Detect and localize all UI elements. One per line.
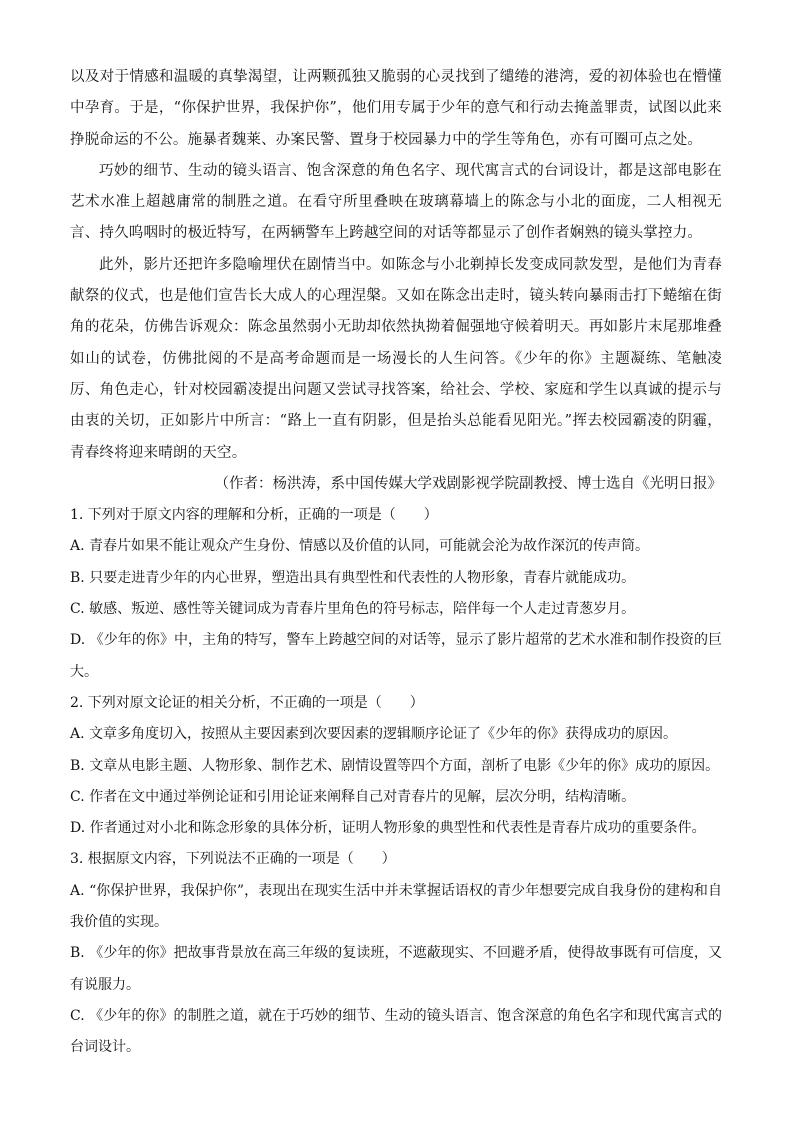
author-note: （作者：杨洪涛，系中国传媒大学戏剧影视学院副教授、博士选自《光明日报》 (214, 475, 722, 492)
option-d: D. 作者通过对小北和陈念形象的具体分析，证明人物形象的典型性和代表性是青春片成功的重要条件。 (70, 820, 706, 837)
article-paragraph-3: 此外，影片还把许多隐喻埋伏在剧情当中。如陈念与小北剃掉长发变成同款发型，是他们为青春献祭的仪式，也是他们宣告长大成人的心理涅槃。又如在陈念出走时，镜头转向暴雨击打下蜷缩在街角的花朵，仿佛告诉观众：陈念虽然弱小无助却依然执拗着倔强地守候着明天。再如影片末尾那堆叠如山的试卷，仿佛批阅的不是高考命题而是一场漫长的人生问答。《少年的你》主题凝练、笔触凌厉、角色走心，针对校园霸凌提出问题又尝试寻找答案，给社会、学校、家庭和学生以真诚的提示与由衷的关切，正如影片中所言：“路上一直有阴影，但是抬头总能看见阳光。”挥去校园霸凌的阴霾，青春终将迎来晴朗的天空。 (70, 256, 722, 461)
article-paragraph-2: 巧妙的细节、生动的镜头语言、饱含深意的角色名字、现代寓言式的台词设计，都是这部电影在艺术水准上超越庸常的制胜之道。在看守所里叠映在玻璃幕墙上的陈念与小北的面庞，二人相视无言、持久呜咽时的极近特写，在两辆警车上跨越空间的对话等都显示了创作者娴熟的镜头掌控力。 (70, 162, 722, 242)
option-a: A. “你保护世界，我保护你”，表现出在现实生活中并未掌握话语权的青少年想要完成自我身份的建构和自我价值的实现。 (70, 882, 722, 931)
option-b: B. 文章从电影主题、人物形象、制作艺术、剧情设置等四个方面，剖析了电影《少年的你》成功的原因。 (70, 757, 720, 774)
document-page (70, 62, 722, 1064)
question-1 (70, 500, 722, 688)
option-c: C. 《少年的你》的制胜之道，就在于巧妙的细节、生动的镜头语言、饱含深意的角色名字和现代寓言式的台词设计。 (70, 1007, 722, 1056)
question-stem: 1. 下列对于原文内容的理解和分析，正确的一项是（ ） (70, 507, 438, 524)
option-c: C. 敏感、叛逆、感性等关键词成为青春片里角色的符号标志，陪伴每一个人走过青葱岁月。 (70, 601, 636, 618)
question-stem: 3. 根据原文内容，下列说法不正确的一项是（ ） (70, 851, 396, 868)
question-3 (70, 844, 722, 1063)
option-a: A. 青春片如果不能让观众产生身份、情感以及价值的认同，可能就会沦为故作深沉的传声筒。 (70, 538, 650, 555)
option-b: B. 只要走进青少年的内心世界，塑造出具有典型性和代表性的人物形象，青春片就能成功。 (70, 569, 636, 586)
option-c: C. 作者在文中通过举例论证和引用论证来阐释自己对青春片的见解，层次分明，结构清晰。 (70, 788, 636, 805)
option-d: D. 《少年的你》中，主角的特写，警车上跨越空间的对话等，显示了影片超常的艺术水准和制作投资的巨大。 (70, 632, 722, 680)
option-b: B. 《少年的你》把故事背景放在高三年级的复读班，不遮蔽现实、不回避矛盾，使得故事既有可信度，又有说服力。 (70, 945, 722, 993)
article-paragraph-1: 以及对于情感和温暖的真挚渴望，让两颗孤独又脆弱的心灵找到了缱绻的港湾，爱的初体验也在懵懂中孕育。于是，“你保护世界，我保护你”，他们用专属于少年的意气和行动去掩盖罪责，试图以此来挣脱命运的不公。施暴者魏莱、办案民警、置身于校园暴力中的学生等角色，亦有可圈可点之处。 (70, 69, 722, 148)
question-2 (70, 688, 722, 844)
option-a: A. 文章多角度切入，按照从主要因素到次要因素的逻辑顺序论证了《少年的你》获得成功的原因。 (70, 726, 678, 743)
question-stem: 2. 下列对原文论证的相关分析，不正确的一项是（ ） (70, 694, 424, 711)
